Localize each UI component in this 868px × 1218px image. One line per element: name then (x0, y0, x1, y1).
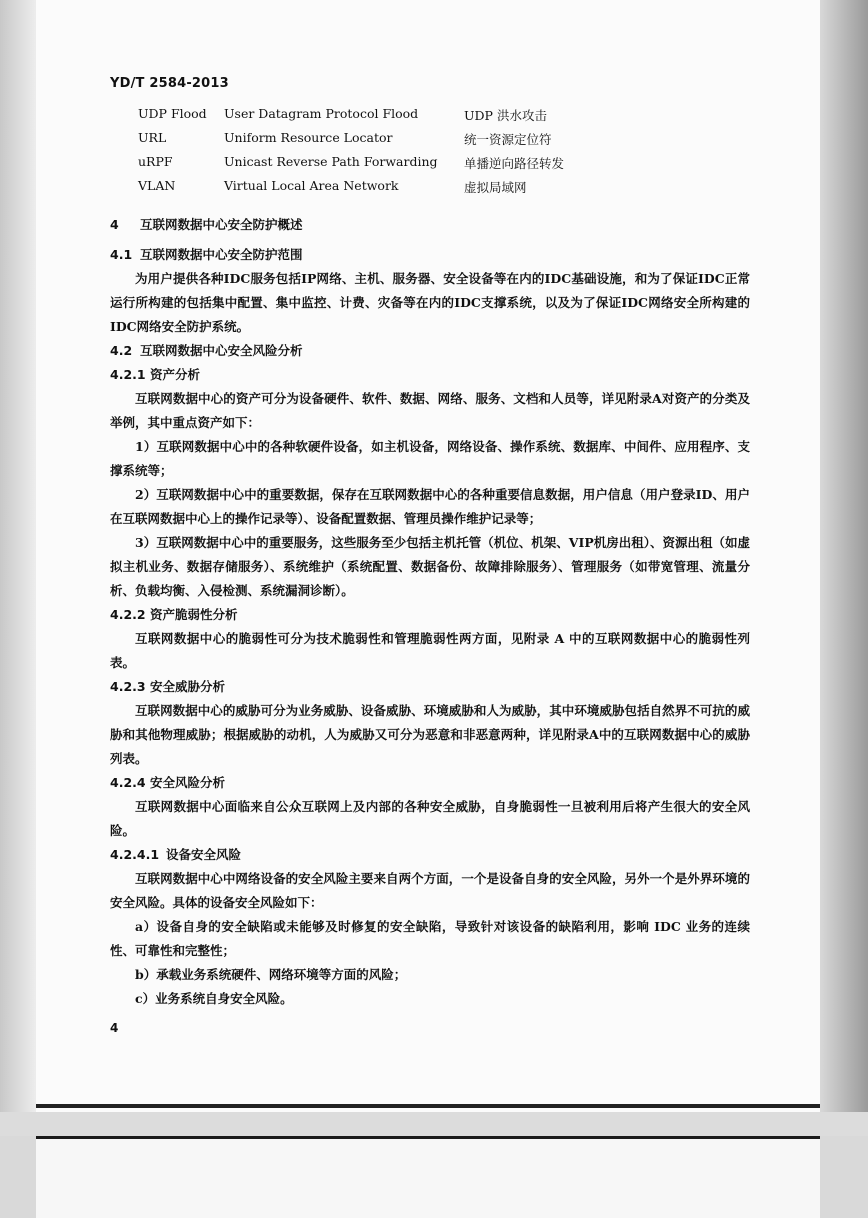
section-number: 4.2.4 (110, 775, 146, 790)
abbr-chinese: UDP 洪水攻击 (464, 108, 547, 123)
section-title: 互联网数据中心安全防护概述 (140, 217, 303, 232)
document-page (36, 0, 820, 1112)
section-heading-4-2-3 (110, 675, 750, 699)
scan-right-edge (820, 0, 868, 1120)
abbr-chinese: 虚拟局域网 (464, 180, 527, 195)
abbr-chinese: 统一资源定位符 (464, 132, 552, 147)
abbr-chinese: 单播逆向路径转发 (464, 156, 565, 171)
abbr-full: Uniform Resource Locator (224, 130, 393, 145)
section-number: 4.1 (110, 247, 133, 262)
abbr-term: UDP Flood (138, 106, 207, 121)
abbr-full: Unicast Reverse Path Forwarding (224, 154, 438, 169)
section-number: 4.2.2 (110, 607, 146, 622)
list-item: a）设备自身的安全缺陷或未能够及时修复的安全缺陷，导致针对该设备的缺陷利用，影响 IDC 业务的连续性、可靠性和完整性； (110, 919, 750, 958)
abbr-full: User Datagram Protocol Flood (224, 106, 419, 121)
paragraph: 互联网数据中心面临来自公众互联网上及内部的各种安全威胁，自身脆弱性一旦被利用后将产生很大的安全风险。 (110, 799, 750, 838)
standard-id-header: YD/T 2584-2013 (110, 76, 229, 91)
list-item: 2）互联网数据中心中的重要数据，保存在互联网数据中心的各种重要信息数据，用户信息（用户登录ID、用户在互联网数据中心上的操作记录等）、设备配置数据、管理员操作维护记录等； (110, 487, 750, 526)
section-heading-4-2-4-1 (110, 843, 750, 867)
page-number: 4 (110, 1021, 119, 1035)
list-item: 3）互联网数据中心中的重要服务，这些服务至少包括主机托管（机位、机架、VIP机房出租）、资源出租（如虚拟主机业务、数据存储服务）、系统维护（系统配置、数据备份、故障排除服务）、管理服务（如带宽管理、流量分析、负载均衡、入侵检测、系统漏洞诊断）。 (110, 535, 750, 598)
list-item: b）承载业务系统硬件、网络环境等方面的风险； (135, 967, 407, 982)
page-bottom-rule (36, 1104, 820, 1108)
paragraph: 互联网数据中心的脆弱性可分为技术脆弱性和管理脆弱性两方面，见附录 A 中的互联网数据中心的脆弱性列表。 (110, 631, 750, 670)
next-page-edge (36, 1136, 820, 1218)
paragraph: 互联网数据中心的资产可分为设备硬件、软件、数据、网络、服务、文档和人员等，详见附录A对资产的分类及举例，其中重点资产如下： (110, 391, 750, 430)
section-title: 互联网数据中心安全防护范围 (140, 247, 303, 262)
paragraph: 为用户提供各种IDC服务包括IP网络、主机、服务器、安全设备等在内的IDC基础设施，和为了保证IDC正常运行所构建的包括集中配置、集中监控、计费、灾备等在内的IDC支撑系统，以及为了保证IDC网络安全所构建的IDC网络安全防护系统。 (110, 271, 750, 334)
section-number: 4.2.4.1 (110, 847, 160, 862)
abbr-full: Virtual Local Area Network (224, 178, 399, 193)
abbr-term: VLAN (138, 178, 176, 193)
list-item: 1）互联网数据中心中的各种软硬件设备，如主机设备，网络设备、操作系统、数据库、中间件、应用程序、支撑系统等； (110, 439, 750, 478)
section-number: 4 (110, 217, 119, 232)
section-heading-4-1 (110, 243, 750, 267)
section-number: 4.2.1 (110, 367, 146, 382)
section-title: 资产分析 (150, 367, 201, 382)
section-number: 4.2 (110, 343, 133, 358)
section-title: 资产脆弱性分析 (150, 607, 238, 622)
document-body (110, 209, 750, 1011)
section-title: 设备安全风险 (166, 847, 242, 862)
section-heading-4-2-1 (110, 363, 750, 387)
abbr-term: uRPF (138, 154, 173, 169)
section-number: 4.2.3 (110, 679, 146, 694)
section-heading-4 (110, 213, 750, 237)
paragraph: 互联网数据中心中网络设备的安全风险主要来自两个方面，一个是设备自身的安全风险，另外一个是外界环境的安全风险。具体的设备安全风险如下： (110, 871, 750, 910)
section-title: 互联网数据中心安全风险分析 (140, 343, 303, 358)
list-item: c）业务系统自身安全风险。 (135, 991, 293, 1006)
section-heading-4-2 (110, 339, 750, 363)
abbr-term: URL (138, 130, 167, 145)
section-heading-4-2-4 (110, 771, 750, 795)
paragraph: 互联网数据中心的威胁可分为业务威胁、设备威胁、环境威胁和人为威胁，其中环境威胁包括自然界不可抗的威胁和其他物理威胁；根据威胁的动机，人为威胁又可分为恶意和非恶意两种，详见附录A中的互联网数据中心的威胁列表。 (110, 703, 750, 766)
page-gap (0, 1112, 868, 1136)
scan-left-edge (0, 0, 36, 1120)
section-title: 安全风险分析 (150, 775, 226, 790)
section-title: 安全威胁分析 (150, 679, 226, 694)
section-heading-4-2-2 (110, 603, 750, 627)
